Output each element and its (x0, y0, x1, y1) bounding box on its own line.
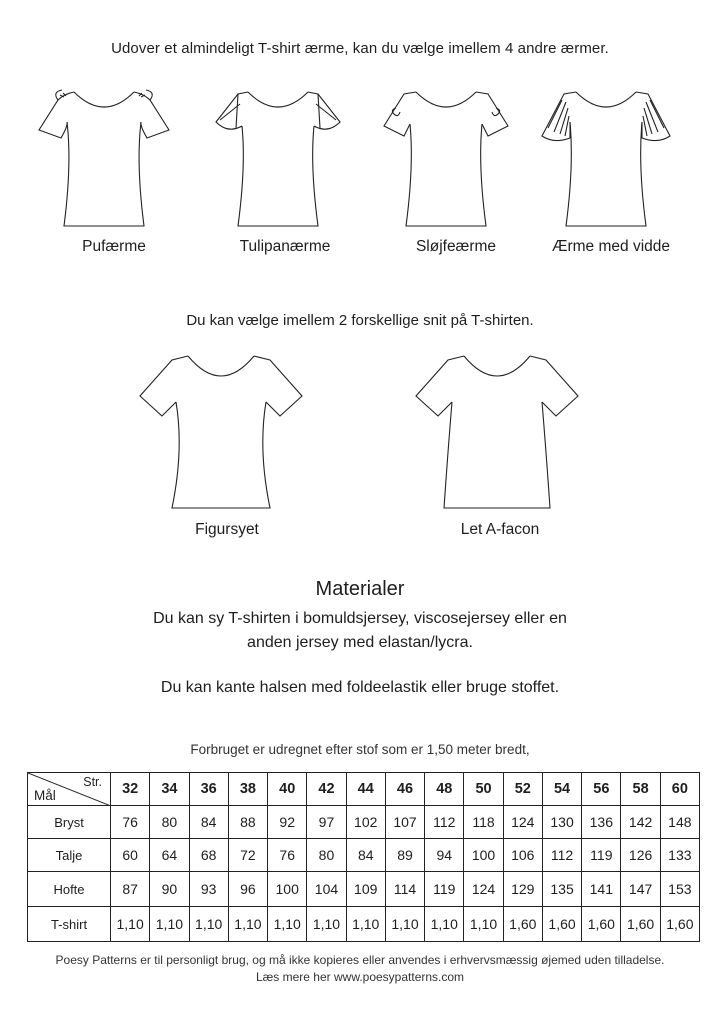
table-cell: 92 (268, 806, 307, 839)
materials-line-2: anden jersey med elastan/lycra. (247, 634, 473, 651)
size-header-42: 42 (307, 773, 346, 806)
table-cell: 96 (228, 872, 267, 907)
table-row (28, 872, 700, 907)
size-header-46: 46 (385, 773, 424, 806)
table-cell: 1,60 (582, 907, 621, 942)
table-cell: 80 (150, 806, 189, 839)
puff-sleeve-caption: Pufærme (82, 238, 146, 255)
table-cell: 136 (582, 806, 621, 839)
table-cell: 1,60 (503, 907, 542, 942)
table-cell: 76 (268, 839, 307, 872)
table-cell: 153 (660, 872, 699, 907)
table-cell: 142 (621, 806, 660, 839)
row-label: Hofte (28, 872, 111, 907)
table-cell: 72 (228, 839, 267, 872)
table-cell: 114 (385, 872, 424, 907)
table-cell: 100 (268, 872, 307, 907)
table-cell: 84 (346, 839, 385, 872)
table-cell: 68 (189, 839, 228, 872)
table-cell: 148 (660, 806, 699, 839)
fit-intro-text: Du kan vælge imellem 2 forskellige snit på T-shirten. (186, 312, 534, 329)
materials-line-1: Du kan sy T-shirten i bomuldsjersey, viscosejersey eller en (153, 610, 567, 627)
table-cell: 97 (307, 806, 346, 839)
corner-size-label: Str. (83, 775, 102, 789)
size-header-58: 58 (621, 773, 660, 806)
table-cell: 1,10 (268, 907, 307, 942)
table-row (28, 907, 700, 942)
table-cell: 106 (503, 839, 542, 872)
row-label: T-shirt (28, 907, 111, 942)
size-header-38: 38 (228, 773, 267, 806)
table-cell: 84 (189, 806, 228, 839)
size-chart-table (27, 772, 700, 942)
size-header-44: 44 (346, 773, 385, 806)
table-cell: 87 (111, 872, 150, 907)
size-header-56: 56 (582, 773, 621, 806)
bow-sleeve-tshirt-icon (378, 86, 514, 232)
table-cell: 64 (150, 839, 189, 872)
table-cell: 80 (307, 839, 346, 872)
table-cell: 1,60 (621, 907, 660, 942)
table-cell: 1,10 (346, 907, 385, 942)
size-header-32: 32 (111, 773, 150, 806)
table-cell: 1,10 (150, 907, 189, 942)
fitted-tshirt-icon (136, 350, 306, 512)
table-cell: 124 (464, 872, 503, 907)
table-cell: 89 (385, 839, 424, 872)
table-cell: 118 (464, 806, 503, 839)
table-cell: 126 (621, 839, 660, 872)
size-table-corner (28, 773, 111, 806)
table-cell: 129 (503, 872, 542, 907)
table-cell: 135 (542, 872, 581, 907)
table-row (28, 839, 700, 872)
a-line-caption: Let A-facon (460, 521, 540, 538)
table-cell: 60 (111, 839, 150, 872)
bow-sleeve-caption: Sløjfeærme (415, 238, 497, 255)
usage-note: Forbruget er udregnet efter stof som er 1,50 meter bredt, (190, 742, 530, 757)
size-header-34: 34 (150, 773, 189, 806)
table-cell: 119 (425, 872, 464, 907)
size-header-36: 36 (189, 773, 228, 806)
table-cell: 109 (346, 872, 385, 907)
tulip-sleeve-caption: Tulipanærme (239, 238, 331, 255)
table-cell: 119 (582, 839, 621, 872)
table-cell: 90 (150, 872, 189, 907)
table-cell: 1,10 (425, 907, 464, 942)
table-cell: 124 (503, 806, 542, 839)
table-cell: 147 (621, 872, 660, 907)
table-cell: 94 (425, 839, 464, 872)
fitted-caption: Figursyet (195, 521, 259, 538)
size-header-52: 52 (503, 773, 542, 806)
size-header-60: 60 (660, 773, 699, 806)
table-cell: 1,10 (189, 907, 228, 942)
size-header-40: 40 (268, 773, 307, 806)
table-cell: 112 (542, 839, 581, 872)
table-cell: 141 (582, 872, 621, 907)
table-cell: 1,10 (464, 907, 503, 942)
table-cell: 88 (228, 806, 267, 839)
table-cell: 112 (425, 806, 464, 839)
materials-line-3: Du kan kante halsen med foldeelastik eller bruge stoffet. (160, 679, 560, 696)
tulip-sleeve-tshirt-icon (210, 86, 346, 232)
size-header-54: 54 (542, 773, 581, 806)
size-header-row (28, 773, 700, 806)
row-label: Talje (28, 839, 111, 872)
table-cell: 130 (542, 806, 581, 839)
flared-sleeve-tshirt-icon (538, 86, 674, 232)
size-header-50: 50 (464, 773, 503, 806)
table-cell: 102 (346, 806, 385, 839)
puff-sleeve-tshirt-icon (36, 86, 172, 232)
table-row (28, 806, 700, 839)
table-cell: 1,10 (111, 907, 150, 942)
table-cell: 1,60 (542, 907, 581, 942)
table-cell: 100 (464, 839, 503, 872)
row-label: Bryst (28, 806, 111, 839)
a-line-tshirt-icon (412, 350, 582, 512)
size-header-48: 48 (425, 773, 464, 806)
table-cell: 133 (660, 839, 699, 872)
flared-sleeve-caption: Ærme med vidde (551, 238, 670, 255)
table-cell: 1,10 (307, 907, 346, 942)
table-cell: 1,60 (660, 907, 699, 942)
table-cell: 107 (385, 806, 424, 839)
corner-measure-label: Mål (34, 788, 56, 803)
table-cell: 93 (189, 872, 228, 907)
table-cell: 1,10 (228, 907, 267, 942)
sleeve-intro-text: Udover et almindeligt T-shirt ærme, kan du vælge imellem 4 andre ærmer. (111, 40, 609, 57)
table-cell: 104 (307, 872, 346, 907)
footer-website: Læs mere her www.poesypatterns.com (255, 970, 465, 984)
footer-copyright: Poesy Patterns er til personligt brug, og må ikke kopieres eller anvendes i erhvervsmæssig øjemed uden tilladelse. (55, 953, 665, 967)
table-cell: 1,10 (385, 907, 424, 942)
size-table-body (28, 806, 700, 942)
table-cell: 76 (111, 806, 150, 839)
materials-title: Materialer (315, 578, 405, 600)
